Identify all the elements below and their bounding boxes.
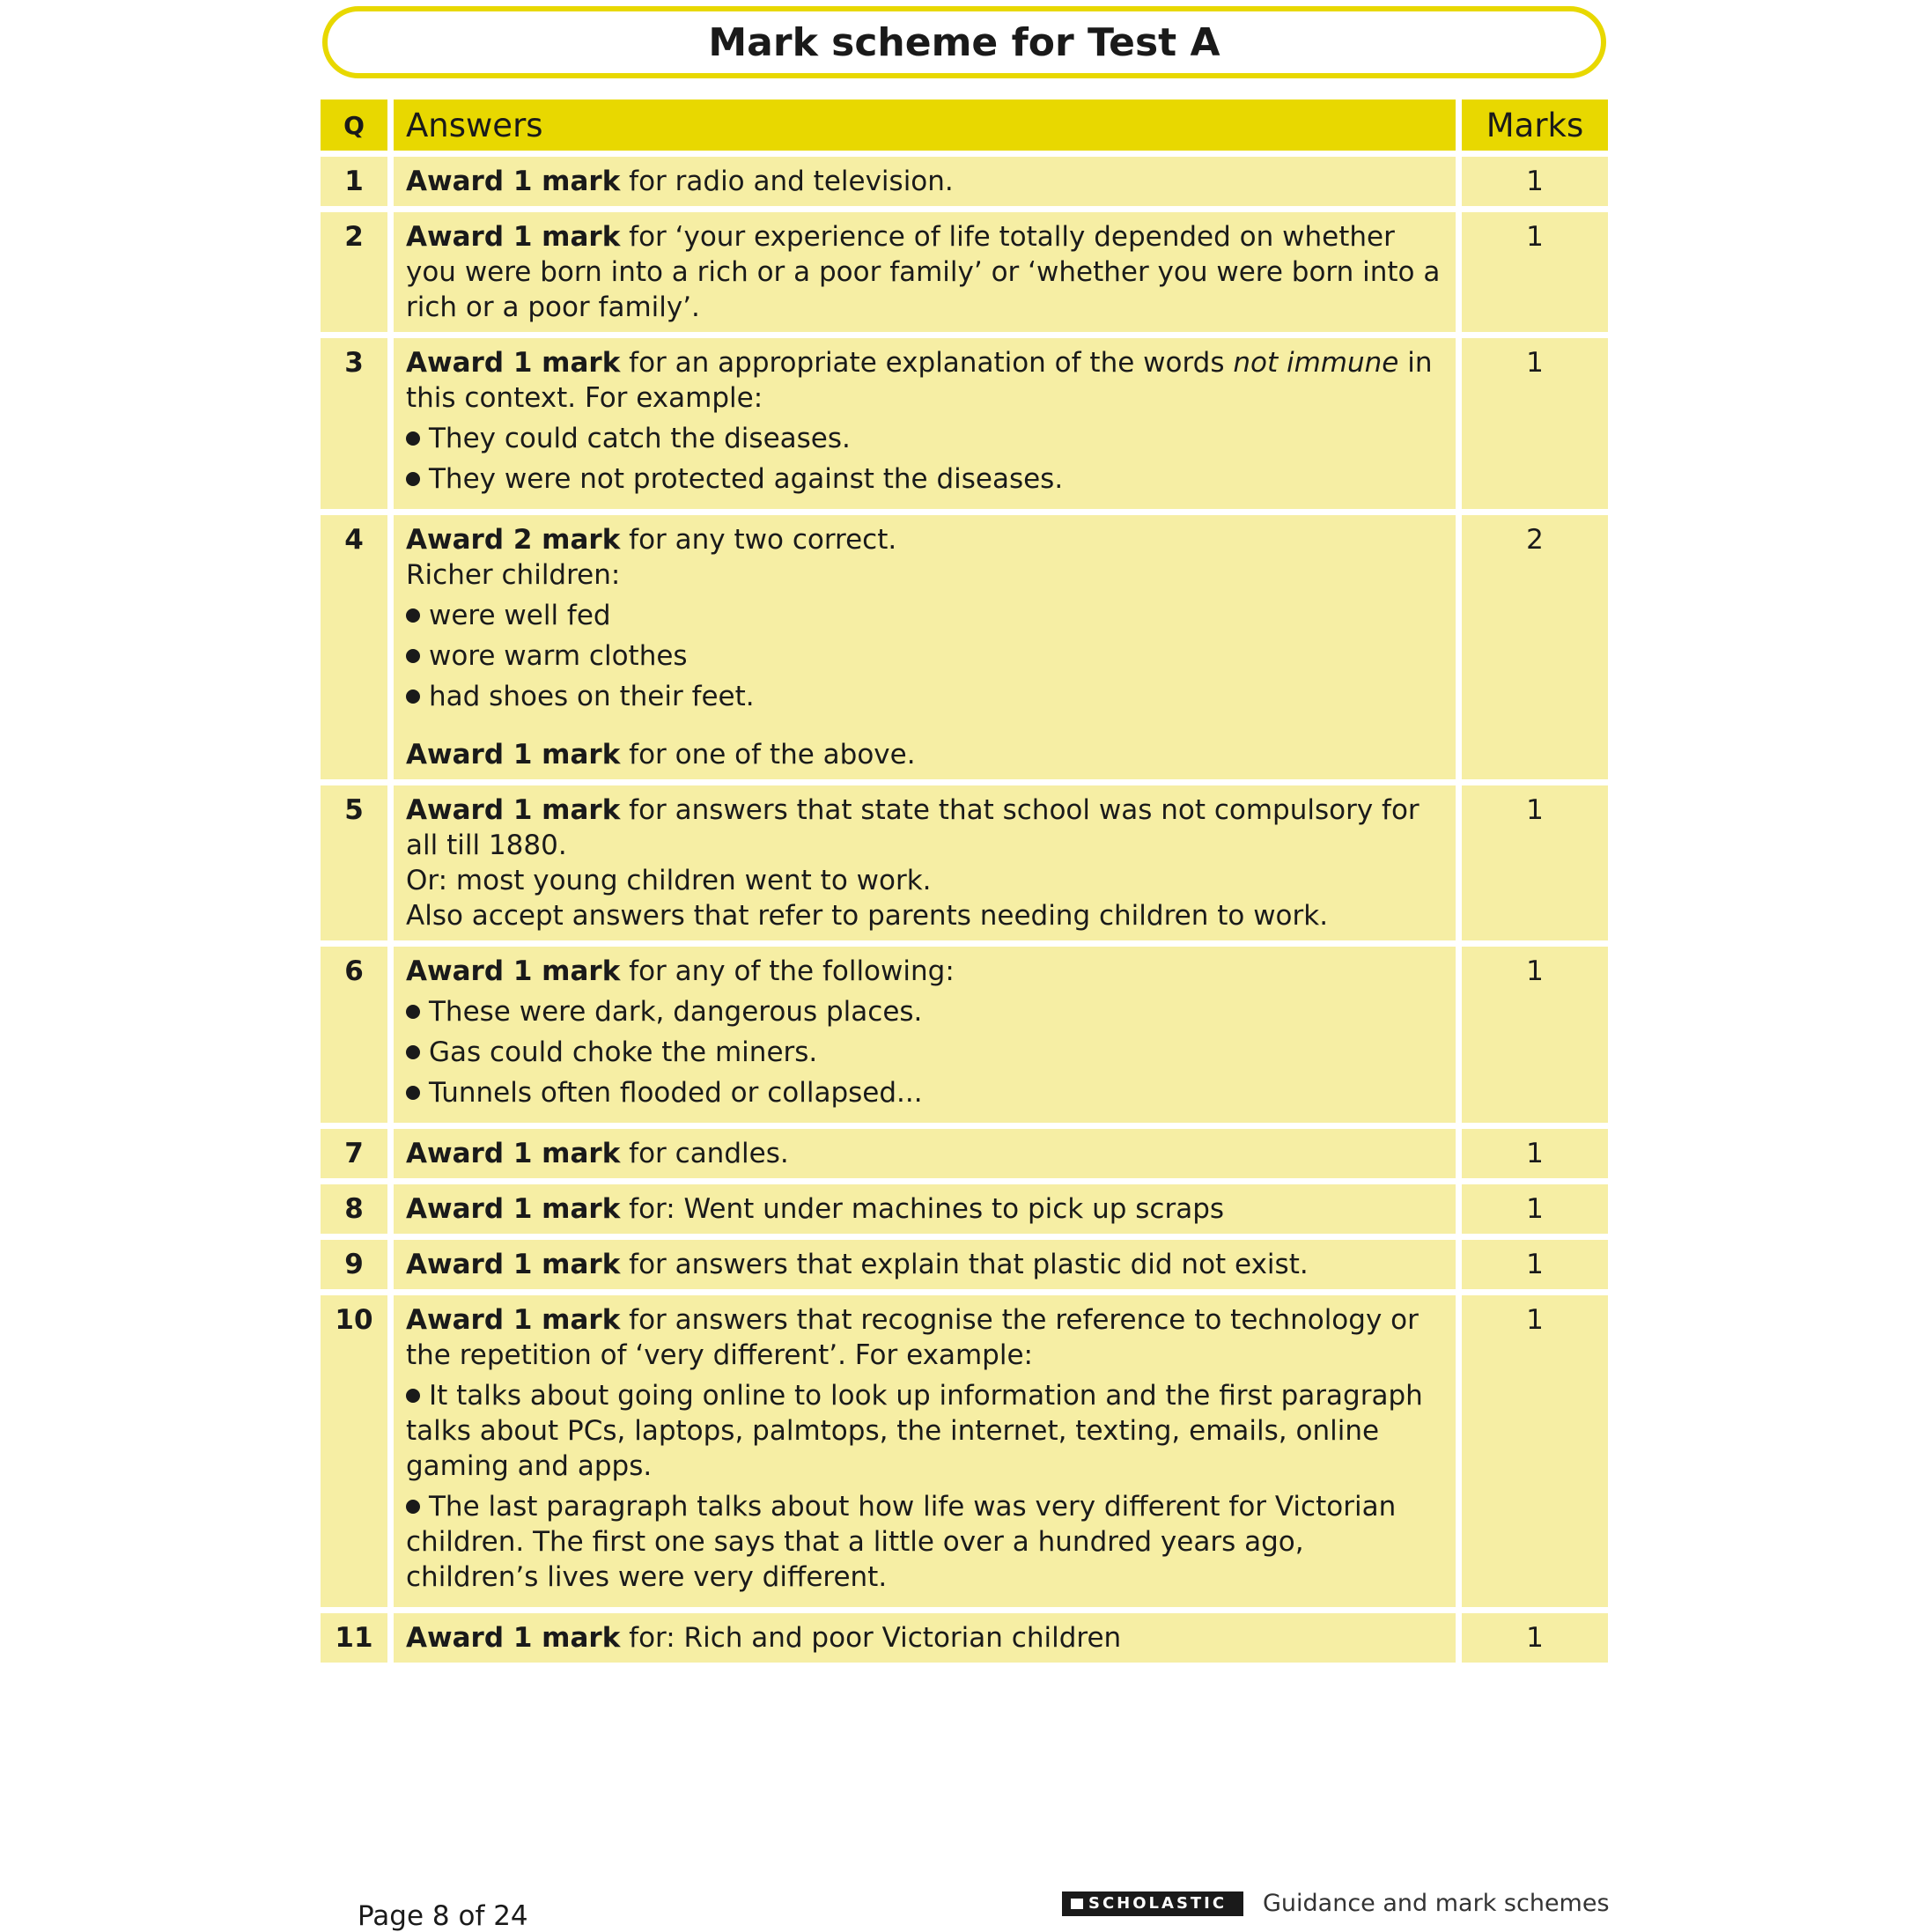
answer-cell [394,212,1456,332]
bullet-icon [406,1389,420,1403]
table-row [321,1129,1608,1178]
bullet-icon [406,1500,420,1514]
bullet-text: had shoes on their feet. [429,681,755,712]
table-header-row [321,100,1608,151]
bullet-item [406,1489,1443,1595]
marks-cell: 1 [1462,1295,1608,1607]
header-marks: Marks [1462,100,1608,151]
award-text: Award 1 mark [406,1138,621,1169]
mark-scheme-table [314,93,1614,1669]
answer-cell [394,338,1456,509]
answer-cell [394,1613,1456,1663]
award-text: Award 1 mark [406,1249,621,1280]
bullet-item [406,1035,1443,1070]
award-text: Award 1 mark [406,955,621,987]
answer-text: for any of the following: [620,955,955,987]
bullet-item [406,1075,1443,1110]
bullet-text: Tunnels often flooded or collapsed... [429,1077,923,1109]
marks-cell: 1 [1462,1240,1608,1289]
award-text: Award 1 mark [406,739,621,771]
bullet-text: wore warm clothes [429,640,688,672]
bullet-item [406,638,1443,674]
answer-cell [394,785,1456,940]
answer-text: for any two correct. [620,524,897,556]
marks-cell: 1 [1462,157,1608,206]
award-text: Award 1 mark [406,1304,621,1336]
bullet-icon [406,1005,420,1019]
answer-cell [394,515,1456,779]
answer-text: for one of the above. [620,739,916,771]
bullet-item [406,679,1443,714]
bullet-text: were well fed [429,600,611,631]
page-number: Page 8 of 24 [358,1900,528,1932]
title-box [322,6,1606,78]
bullet-text: It talks about going online to look up information and the first paragraph talks about PCs, laptops, palmtops, the internet, texting, emails, online gaming and apps. [406,1380,1423,1482]
answer-cell [394,157,1456,206]
question-number: 4 [321,515,387,779]
bullet-icon [406,649,420,663]
table-row [321,1613,1608,1663]
scholastic-logo [1062,1891,1243,1916]
logo-mark-icon [1071,1899,1083,1909]
page-title: Mark scheme for Test A [708,19,1220,65]
marks-cell: 1 [1462,212,1608,332]
bullet-text: The last paragraph talks about how life was very different for Victorian children. The first one says that a little over a hundred years ago, children’s lives were very different. [406,1491,1397,1593]
answer-text: for answers that explain that plastic did not exist. [620,1249,1309,1280]
answer-text: for answers that state that school was not compulsory for all till 1880. [406,794,1420,861]
bullet-icon [406,431,420,446]
award-text: Award 2 mark [406,524,621,556]
marks-cell: 2 [1462,515,1608,779]
answer-text: for: Went under machines to pick up scraps [620,1193,1225,1225]
marks-cell: 1 [1462,1129,1608,1178]
award-text: Award 1 mark [406,166,621,197]
answer-cell [394,1129,1456,1178]
question-number: 11 [321,1613,387,1663]
award-text: Award 1 mark [406,347,621,379]
answer-line: Also accept answers that refer to parents needing children to work. [406,900,1329,932]
award-text: Award 1 mark [406,1193,621,1225]
marks-cell: 1 [1462,785,1608,940]
answer-text: for ‘your experience of life totally depended on whether you were born into a rich or a poor family’ or ‘whether you were born into a rich or a poor family’. [406,221,1441,323]
bullet-item [406,461,1443,497]
award-text: Award 1 mark [406,1622,621,1654]
answer-cell [394,1295,1456,1607]
header-q: Q [321,100,387,151]
marks-cell: 1 [1462,1184,1608,1234]
marks-cell: 1 [1462,338,1608,509]
bullet-item [406,598,1443,633]
bullet-item [406,421,1443,456]
bullet-text: They were not protected against the diseases. [429,463,1064,495]
answer-text: for candles. [620,1138,789,1169]
table-row [321,515,1608,779]
question-number: 2 [321,212,387,332]
question-number: 8 [321,1184,387,1234]
bullet-icon [406,1045,420,1059]
emphasis-text: not immune [1233,347,1399,379]
question-number: 6 [321,947,387,1123]
bullet-icon [406,689,420,704]
table-row [321,1240,1608,1289]
award-text: Award 1 mark [406,221,621,253]
question-number: 7 [321,1129,387,1178]
answer-cell [394,1240,1456,1289]
header-answers: Answers [394,100,1456,151]
table-row [321,1295,1608,1607]
table-row [321,157,1608,206]
answer-line: Richer children: [406,559,621,591]
answer-text: in this context. For example: [406,347,1433,414]
table-row [321,338,1608,509]
answer-text: for: Rich and poor Victorian children [620,1622,1122,1654]
award-text: Award 1 mark [406,794,621,826]
bullet-icon [406,1086,420,1100]
table-row [321,212,1608,332]
marks-cell: 1 [1462,947,1608,1123]
bullet-text: These were dark, dangerous places. [429,996,923,1028]
bullet-text: They could catch the diseases. [429,423,851,454]
bullet-item [406,1378,1443,1484]
table-row [321,1184,1608,1234]
bullet-icon [406,472,420,486]
answer-line: Or: most young children went to work. [406,865,932,896]
section-title: Guidance and mark schemes [1263,1890,1610,1917]
footer-branding [1062,1890,1610,1917]
marks-cell: 1 [1462,1613,1608,1663]
table-row [321,785,1608,940]
question-number: 10 [321,1295,387,1607]
publisher-name: SCHOLASTIC [1088,1893,1228,1913]
table-row [321,947,1608,1123]
question-number: 3 [321,338,387,509]
question-number: 1 [321,157,387,206]
question-number: 9 [321,1240,387,1289]
bullet-icon [406,608,420,623]
answer-text: for answers that recognise the reference to technology or the repetition of ‘very different’. For example: [406,1304,1419,1371]
answer-text: for an appropriate explanation of the words [620,347,1234,379]
answer-text: for radio and television. [620,166,954,197]
answer-cell [394,947,1456,1123]
answer-cell [394,1184,1456,1234]
question-number: 5 [321,785,387,940]
bullet-item [406,994,1443,1029]
bullet-text: Gas could choke the miners. [429,1036,818,1068]
